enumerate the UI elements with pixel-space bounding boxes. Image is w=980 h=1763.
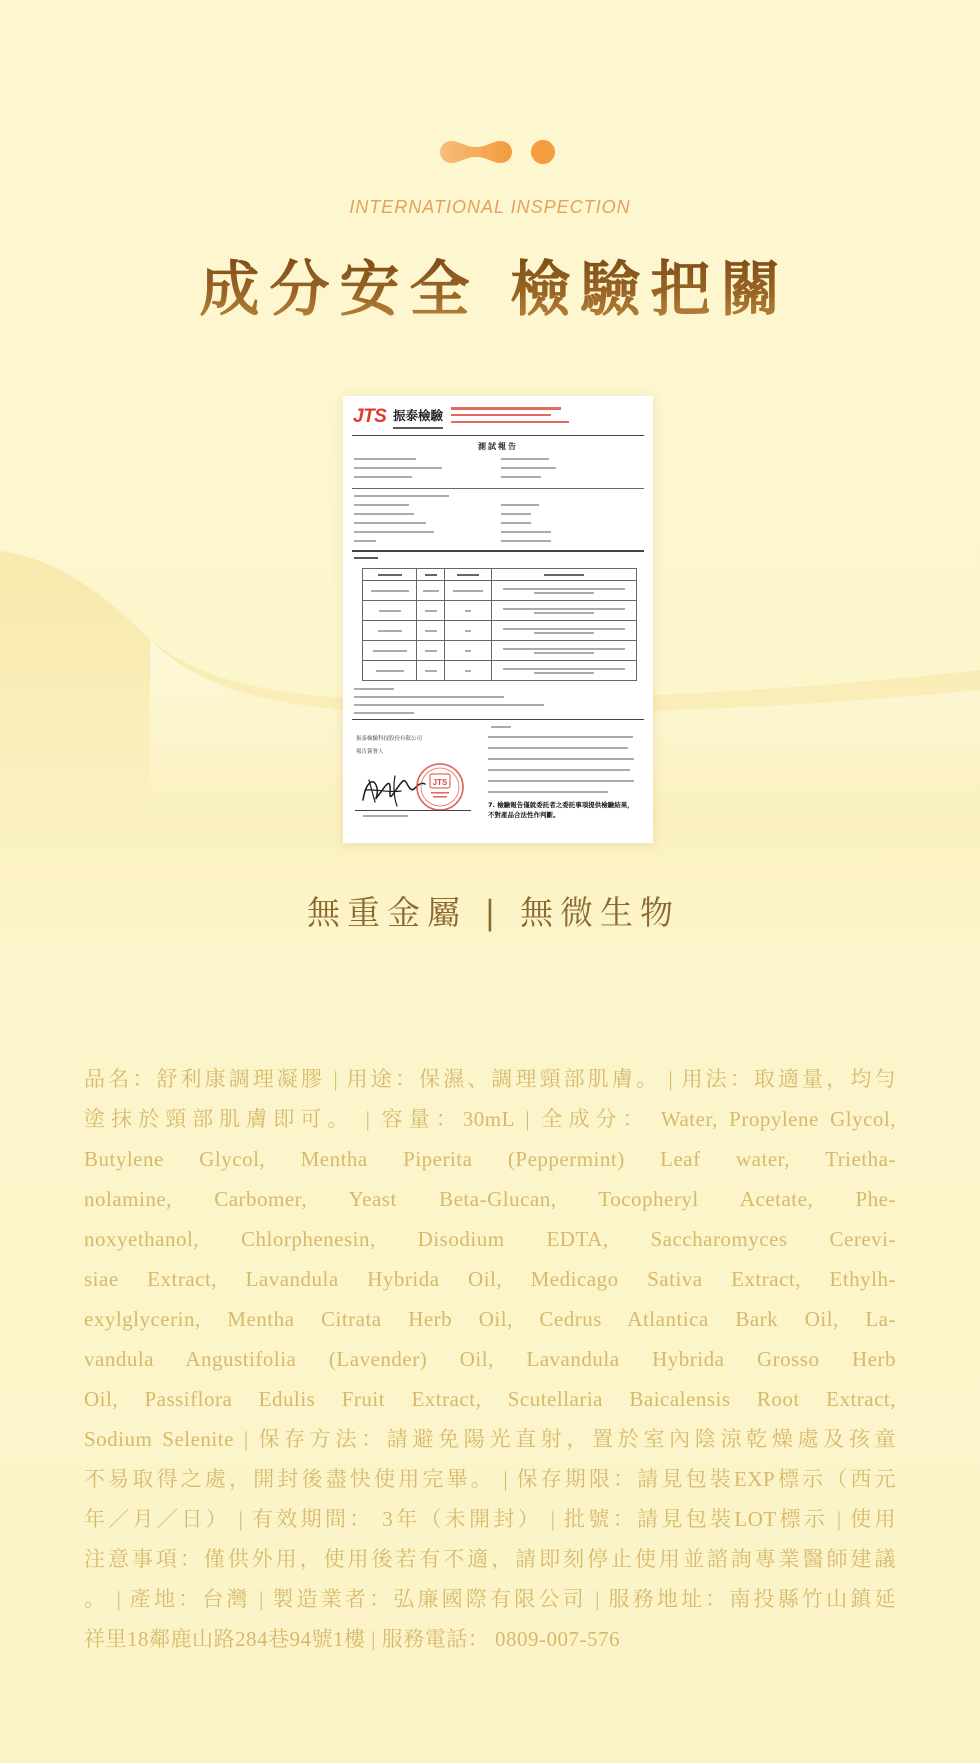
info-line: 。 | 產地：台灣 | 製造業者：弘廉國際有限公司 | 服務地址：南投縣竹山鎮延 <box>84 1587 896 1611</box>
signatory-company: 振泰檢驗科技股份有限公司 <box>356 736 423 742</box>
report-note-line <box>488 791 608 793</box>
report-text-line <box>354 540 376 542</box>
lab-name: 振泰檢驗 <box>393 408 444 423</box>
report-text-line <box>363 815 408 817</box>
table-header-row <box>363 569 637 581</box>
info-line: Butylene Glycol, Mentha Piperita (Peppermint) Leaf water, Trietha- <box>84 1147 896 1171</box>
info-line: 年／月／日） | 有效期間： 3年（未開封） | 批號：請見包裝LOT標示 | 使用 <box>84 1507 896 1531</box>
table-row <box>363 621 637 641</box>
report-text-line <box>354 476 412 478</box>
info-line: 注意事項：僅供外用，使用後若有不適，請即刻停止使用並諮詢專業醫師建議 <box>84 1547 896 1571</box>
table-header-cell <box>445 569 492 581</box>
info-line: vandula Angustifolia (Lavender) Oil, Lavandula Hybrida Grosso Herb <box>84 1347 896 1371</box>
report-text-line <box>501 540 551 542</box>
report-text-line <box>354 458 416 460</box>
info-line: 祥里18鄰鹿山路284巷94號1樓 | 服務電話： 0809-007-576 <box>84 1627 620 1651</box>
table-row <box>363 601 637 621</box>
subtitle: 無重金屬 | 無微生物 <box>306 893 681 932</box>
stamp-logo: JTS <box>432 778 448 787</box>
table-cell <box>445 601 492 621</box>
report-note-line <box>488 747 628 749</box>
product-info-paragraph <box>84 1059 896 1659</box>
table-cell <box>445 661 492 681</box>
table-cell <box>445 581 492 601</box>
info-line: siae Extract, Lavandula Hybrida Oil, Medicago Sativa Extract, Ethylh- <box>84 1267 896 1291</box>
report-text-line <box>354 557 378 559</box>
report-text-line <box>354 467 442 469</box>
report-text-line <box>354 495 449 497</box>
section-rule <box>352 719 644 720</box>
info-line: exylglycerin, Mentha Citrata Herb Oil, Cedrus Atlantica Bark Oil, La- <box>84 1307 896 1331</box>
section-rule <box>352 488 644 489</box>
report-disclaimer: 7. 檢驗報告僅就委託者之委託事項提供檢驗結果，不對產品合法性作判斷。 <box>488 801 634 819</box>
info-line: 品名：舒利康調理凝膠 | 用途：保濕、調理頸部肌膚。 | 用法：取適量，均勻 <box>84 1067 896 1091</box>
report-text-line <box>354 522 426 524</box>
report-text-line <box>501 522 531 524</box>
info-line: Sodium Selenite | 保存方法：請避免陽光直射，置於室內陰涼乾燥處及孩童 <box>84 1427 896 1451</box>
dumbbell-shape <box>440 141 512 163</box>
info-line: 不易取得之處，開封後盡快使用完畢。 | 保存期限：請見包裝EXP標示（西元 <box>84 1467 896 1491</box>
table-row <box>363 641 637 661</box>
report-note-line <box>488 758 634 760</box>
table-cell <box>492 661 637 681</box>
report-note-line <box>488 769 630 771</box>
report-text-line <box>501 531 551 533</box>
report-text-line <box>354 513 414 515</box>
report-text-line <box>501 513 531 515</box>
table-cell <box>363 661 417 681</box>
section-rule <box>352 550 644 552</box>
table-row <box>363 661 637 681</box>
report-text-line <box>354 696 504 698</box>
table-cell <box>445 641 492 661</box>
results-table <box>362 568 637 681</box>
table-cell <box>445 621 492 641</box>
table-cell <box>417 601 445 621</box>
table-cell <box>363 601 417 621</box>
report-header-line <box>451 421 569 423</box>
jts-logo: JTS <box>353 406 387 427</box>
table-row <box>363 581 637 601</box>
report-text-line <box>501 476 541 478</box>
info-line: Oil, Passiflora Edulis Fruit Extract, Scutellaria Baicalensis Root Extract, <box>84 1387 896 1411</box>
table-cell <box>363 581 417 601</box>
table-cell <box>417 621 445 641</box>
table-cell <box>363 621 417 641</box>
report-text-line <box>354 504 409 506</box>
info-line: noxyethanol, Chlorphenesin, Disodium EDTA, Saccharomyces Cerevi- <box>84 1227 896 1251</box>
orange-dumbbell-dots-icon <box>438 138 558 166</box>
dot-shape <box>531 140 555 164</box>
report-text-line <box>501 504 539 506</box>
report-text-line <box>354 704 544 706</box>
report-header-line <box>451 414 551 416</box>
red-seal-stamp <box>415 762 465 812</box>
table-cell <box>492 601 637 621</box>
test-report-document <box>343 396 653 843</box>
signatory-label: 報告簽署人 <box>356 749 384 755</box>
report-title: 測試報告 <box>478 442 518 451</box>
table-cell <box>417 641 445 661</box>
table-cell <box>492 621 637 641</box>
report-note-line <box>488 780 634 782</box>
info-line: 塗抹於頸部肌膚即可。 | 容量：30mL | 全成分： Water, Propylene Glycol, <box>84 1107 896 1131</box>
table-header-cell <box>492 569 637 581</box>
report-text-line <box>393 427 443 429</box>
signature-underline <box>355 810 471 811</box>
report-text-line <box>354 531 434 533</box>
report-text-line <box>354 712 414 714</box>
report-header-line <box>451 407 561 410</box>
table-cell <box>417 661 445 681</box>
table-cell <box>492 581 637 601</box>
header-rule <box>352 435 644 436</box>
table-header-cell <box>363 569 417 581</box>
info-line: nolamine, Carbomer, Yeast Beta-Glucan, Tocopheryl Acetate, Phe- <box>84 1187 896 1211</box>
table-header-cell <box>417 569 445 581</box>
table-cell <box>363 641 417 661</box>
report-text-line <box>501 467 556 469</box>
report-text-line <box>491 726 511 728</box>
table-cell <box>492 641 637 661</box>
report-text-line <box>501 458 549 460</box>
table-cell <box>417 581 445 601</box>
page-title: 成分安全 檢驗把關 <box>0 252 980 328</box>
eyebrow-label: INTERNATIONAL INSPECTION <box>349 197 631 217</box>
report-text-line <box>354 688 394 690</box>
report-note-line <box>488 736 633 738</box>
